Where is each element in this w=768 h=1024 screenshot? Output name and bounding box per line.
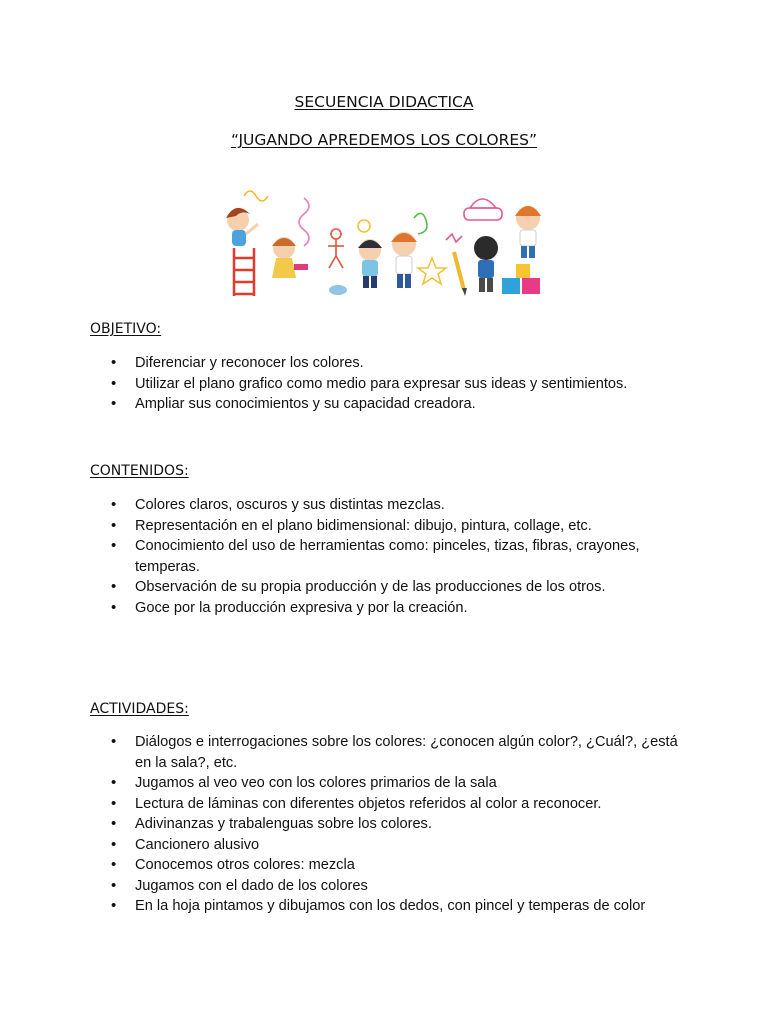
objetivo-heading: OBJETIVO: <box>90 321 162 337</box>
list-item: • Utilizar el plano grafico como medio para expresar sus ideas y sentimientos. <box>90 374 680 395</box>
list-item: • Diálogos e interrogaciones sobre los colores: ¿conocen algún color?, ¿Cuál?, ¿está en la sala?, etc. <box>90 732 680 773</box>
list-item: • Representación en el plano bidimensional: dibujo, pintura, collage, etc. <box>90 516 680 537</box>
child-figure <box>272 237 308 278</box>
ladder-graphic <box>234 248 254 296</box>
child-figure <box>391 232 417 288</box>
children-drawing-illustration <box>214 178 554 302</box>
child-figure <box>515 206 541 258</box>
list-item: • Jugamos con el dado de los colores <box>90 876 680 897</box>
document-subtitle: “JUGANDO APREDEMOS LOS COLORES” <box>230 131 538 149</box>
toy-blocks <box>502 264 540 294</box>
child-figure <box>358 239 382 288</box>
contenidos-list <box>90 495 680 618</box>
list-item: • Ampliar sus conocimientos y su capacidad creadora. <box>90 394 680 415</box>
list-item: • Colores claros, oscuros y sus distintas mezclas. <box>90 495 680 516</box>
list-item: • Jugamos al veo veo con los colores primarios de la sala <box>90 773 680 794</box>
actividades-heading: ACTIVIDADES: <box>90 701 189 717</box>
paint-palette <box>329 285 347 295</box>
list-item: • Adivinanzas y trabalenguas sobre los colores. <box>90 814 680 835</box>
list-item: • En la hoja pintamos y dibujamos con los dedos, con pincel y temperas de color <box>90 896 680 917</box>
objetivo-list <box>90 353 680 415</box>
list-item: • Cancionero alusivo <box>90 835 680 856</box>
list-item: • Diferenciar y reconocer los colores. <box>90 353 680 374</box>
list-item: • Conocimiento del uso de herramientas como: pinceles, tizas, fibras, crayones, temperas. <box>90 536 680 577</box>
list-item: • Goce por la producción expresiva y por la creación. <box>90 598 680 619</box>
document-title: SECUENCIA DIDACTICA <box>294 93 474 111</box>
list-item: • Lectura de láminas con diferentes objetos referidos al color a reconocer. <box>90 794 680 815</box>
list-item: • Observación de su propia producción y de las producciones de los otros. <box>90 577 680 598</box>
actividades-list <box>90 732 680 917</box>
child-figure <box>474 236 498 292</box>
child-figure <box>226 208 258 246</box>
contenidos-heading: CONTENIDOS: <box>90 463 189 479</box>
list-item: • Conocemos otros colores: mezcla <box>90 855 680 876</box>
pencil-graphic <box>454 252 467 296</box>
